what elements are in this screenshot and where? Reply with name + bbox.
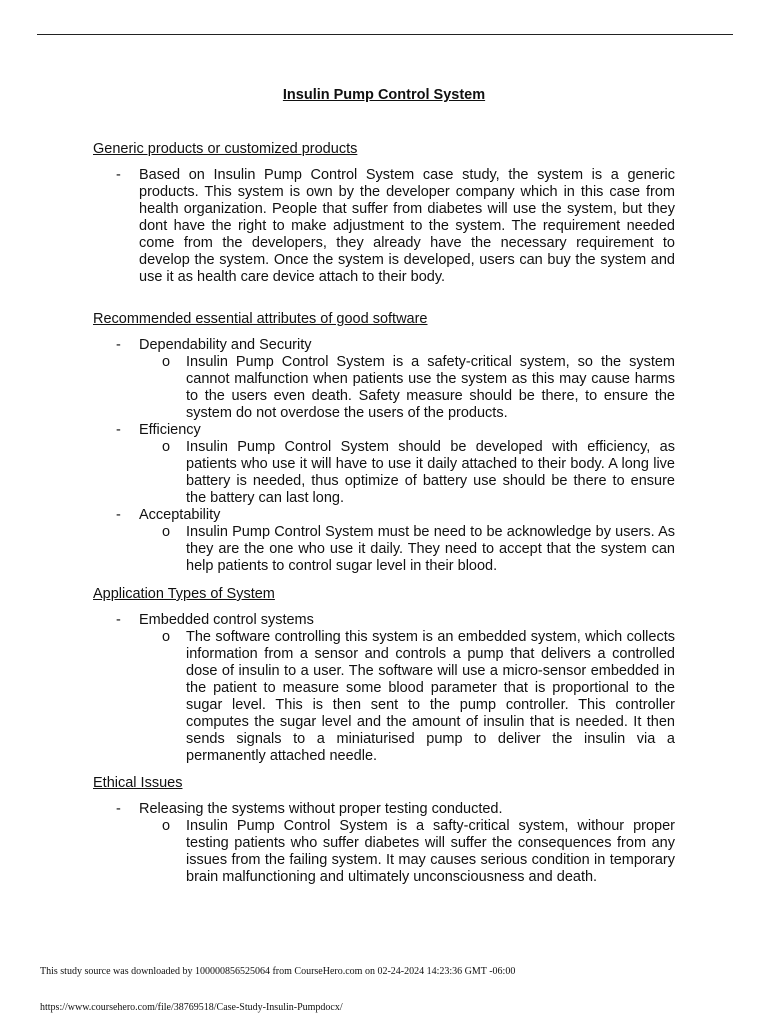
item-dependability: Dependability and Security (139, 337, 312, 353)
item-releasing-systems: Releasing the systems without proper testing conducted. (139, 801, 503, 817)
circle-marker: o (162, 818, 171, 834)
heading-ethical-issues: Ethical Issues (93, 775, 183, 791)
dependability-paragraph: Insulin Pump Control System is a safety-critical system, so the system cannot malfunction when patients use the system as this may cause harms to the users even death. Safety measure should be there, to ensure the system do not overdose the users of the products. (186, 354, 675, 421)
dash-marker: - (116, 337, 121, 353)
circle-marker: o (162, 354, 171, 370)
circle-marker: o (162, 524, 171, 540)
dash-marker: - (116, 507, 121, 523)
heading-generic-products: Generic products or customized products (93, 141, 358, 157)
dash-marker: - (116, 612, 121, 628)
generic-products-paragraph: Based on Insulin Pump Control System case study, the system is a generic products. This system is own by the developer company which in this case from health organization. People that suffer from diabetes will use the system, but they dont have the right to make adjustment to the system. The requirement needed come from the developers, they already have the necessary requirement to develop the system. Once the system is developed, users can buy the system and use it as health care device attach to their body. (139, 167, 675, 285)
dash-marker: - (116, 801, 121, 817)
heading-application-types: Application Types of System (93, 586, 275, 602)
circle-marker: o (162, 629, 171, 645)
dash-marker: - (116, 167, 121, 183)
item-efficiency: Efficiency (139, 422, 201, 438)
acceptability-paragraph: Insulin Pump Control System must be need to be acknowledge by users. As they are the one who use it daily. They need to accept that the system can help patients to control sugar level in their blood. (186, 524, 675, 574)
circle-marker: o (162, 439, 171, 455)
download-notice: This study source was downloaded by 100000856525064 from CourseHero.com on 02-24-2024 14:23:36 GMT -06:00 (40, 966, 516, 977)
dash-marker: - (116, 422, 121, 438)
heading-attributes: Recommended essential attributes of good software (93, 311, 428, 327)
item-acceptability: Acceptability (139, 507, 221, 523)
release-paragraph: Insulin Pump Control System is a safty-critical system, withour proper testing patients who suffer diabetes will suffer the consequences from any issues from the failing system. It may causes serious condition in temporary brain malfunctioning and ultimately unconsciousness and death. (186, 818, 675, 885)
top-rule (37, 34, 733, 35)
source-url[interactable]: https://www.coursehero.com/file/38769518/Case-Study-Insulin-Pumpdocx/ (40, 1002, 343, 1013)
document-title: Insulin Pump Control System (282, 87, 486, 103)
efficiency-paragraph: Insulin Pump Control System should be developed with efficiency, as patients who use it will have to use it daily attached to their body. A long live battery is needed, thus optimize of battery use should be there to ensure the battery can last long. (186, 439, 675, 506)
embedded-paragraph: The software controlling this system is an embedded system, which collects information from a sensor and controls a pump that delivers a controlled dose of insulin to a user. The software will use a micro-sensor embedded in the patient to measure some blood parameter that is proportional to the sugar level. This is then sent to the pump controller. This controller computes the sugar level and the amount of insulin that is needed. It then sends signals to a miniaturised pump to deliver the insulin via a permanently attached needle. (186, 629, 675, 764)
item-embedded-control: Embedded control systems (139, 612, 314, 628)
